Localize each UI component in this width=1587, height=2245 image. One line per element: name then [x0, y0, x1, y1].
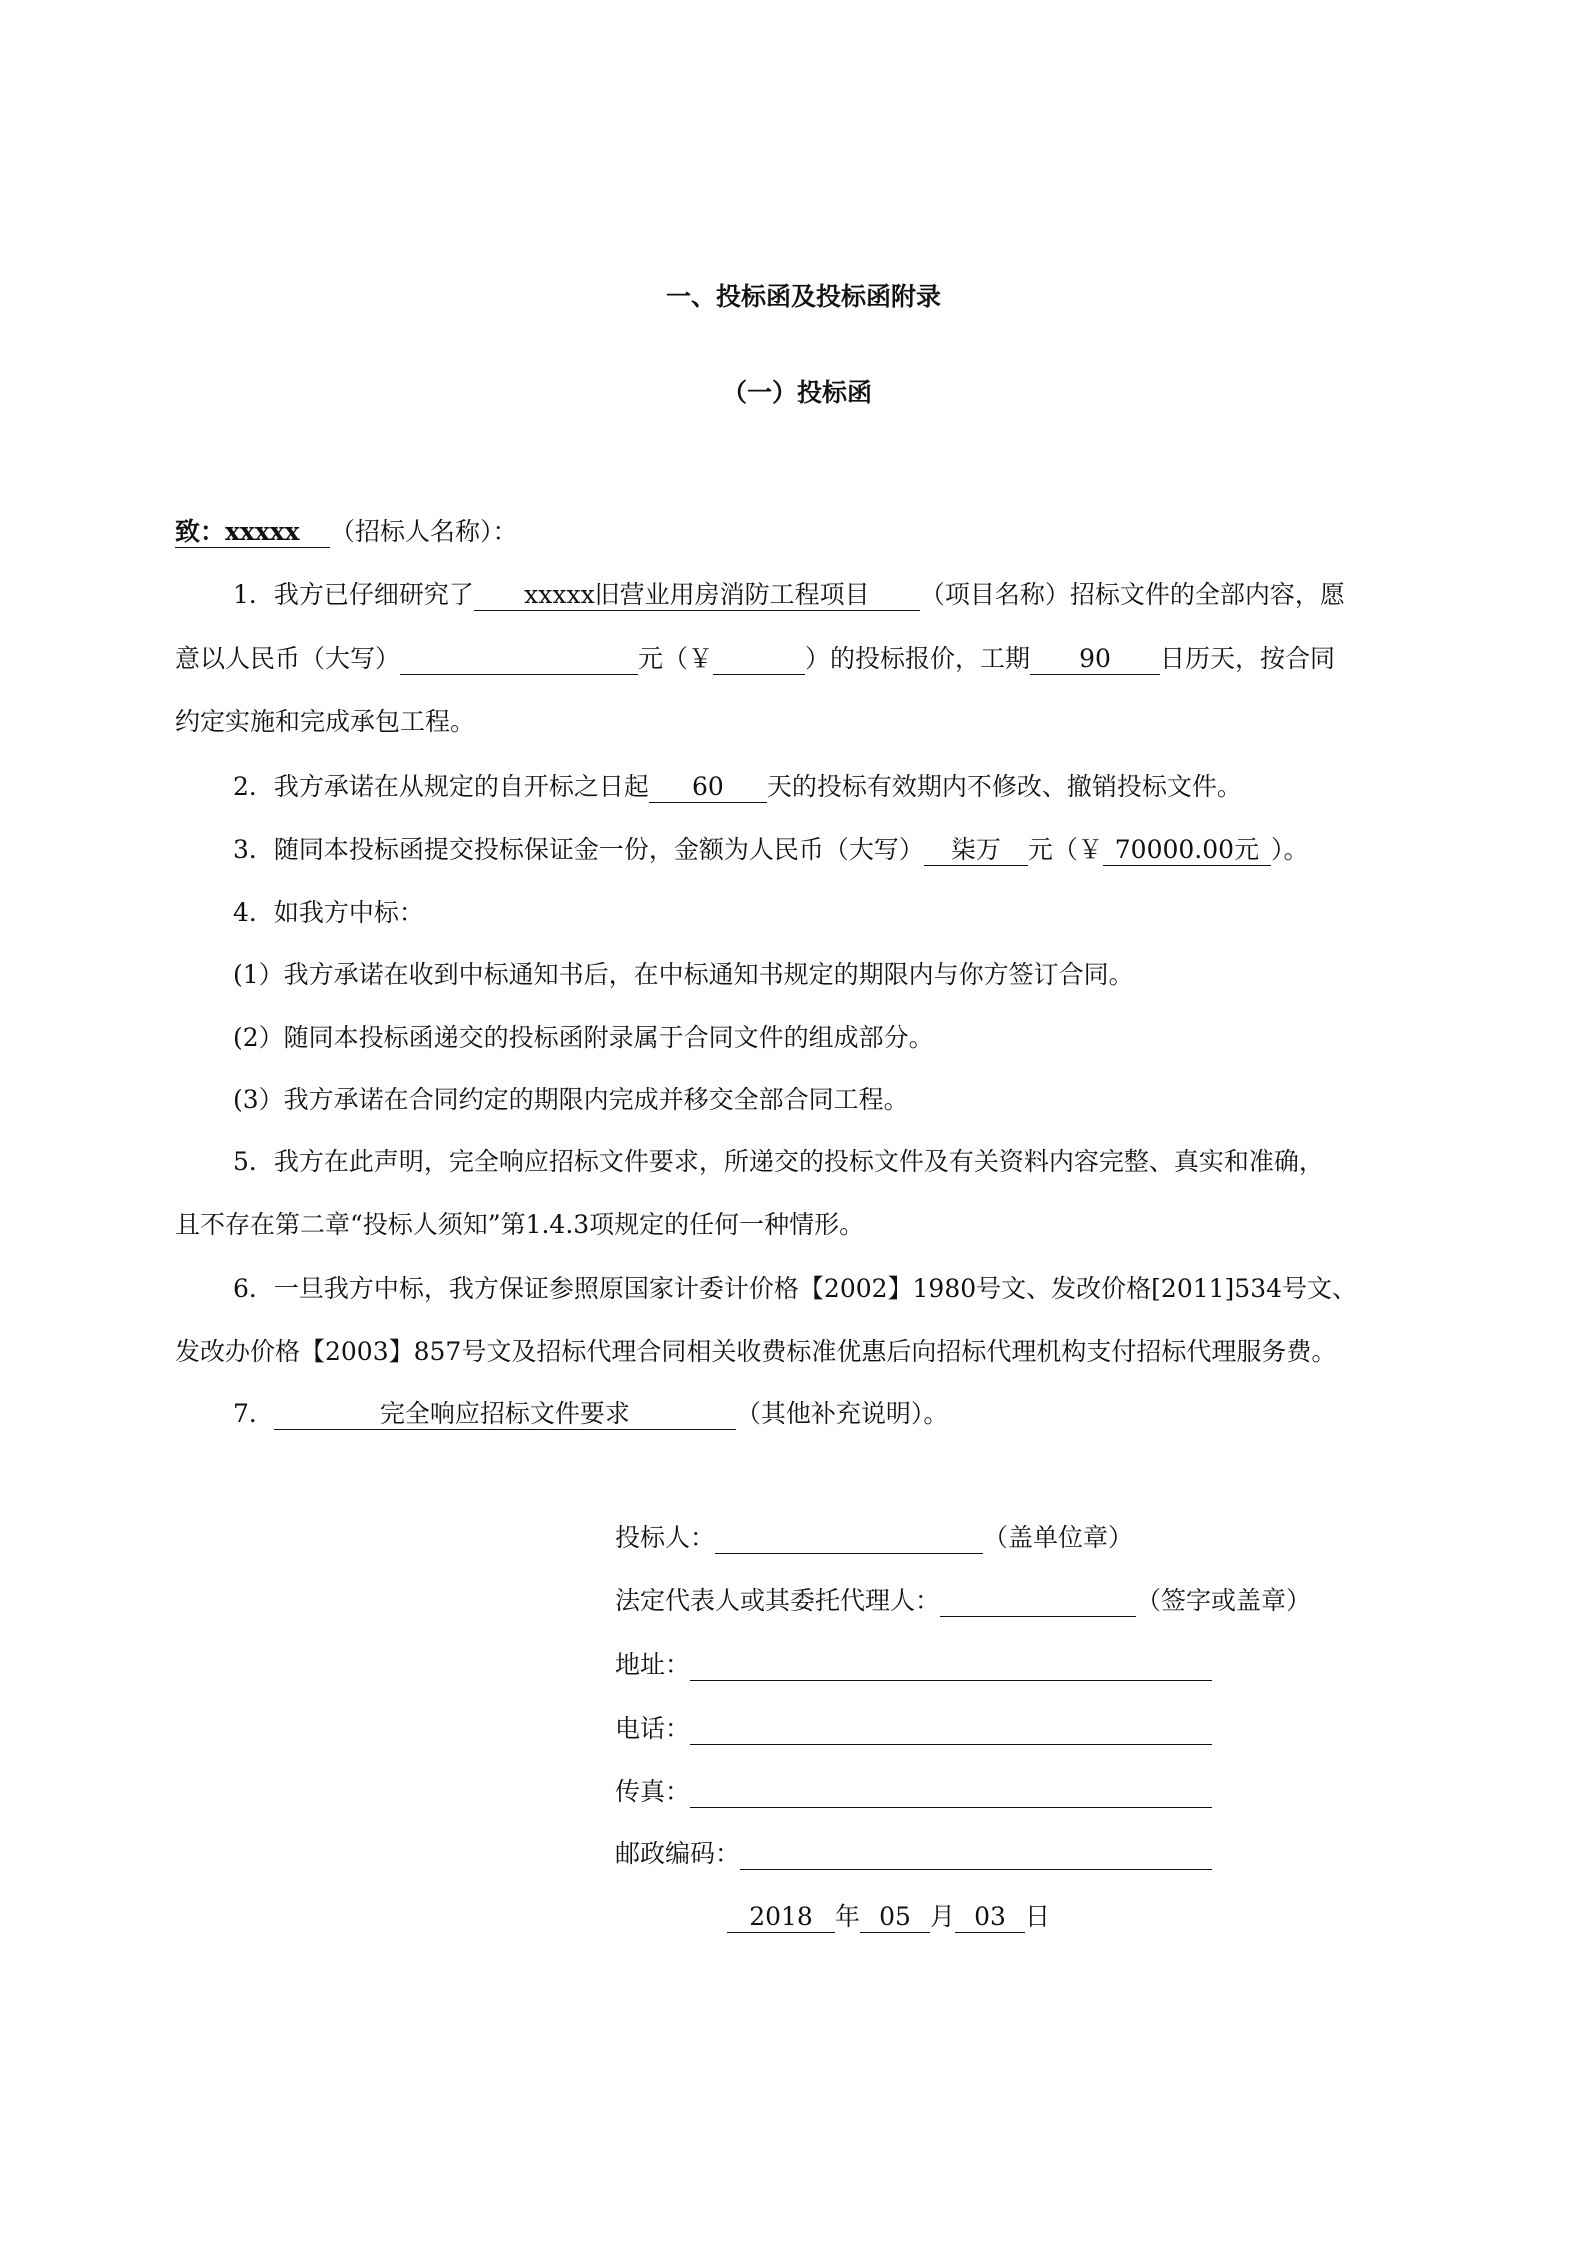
fax-line: 传真：	[615, 1775, 1212, 1809]
address-line: 地址：	[615, 1648, 1212, 1682]
addressee-note: （招标人名称）：	[330, 517, 518, 546]
phone-line: 电话：	[615, 1712, 1212, 1746]
clause-3: 3．随同本投标函提交投标保证金一份，金额为人民币（大写） 柒万 元（￥ 70000.00元 ）。	[233, 835, 1309, 864]
date-line: 2018 年 05 月 03 日	[727, 1900, 1050, 1934]
doc-subtitle: （一）投标函	[722, 378, 873, 407]
postcode-field	[740, 1839, 1212, 1870]
clause-4-1: (1）我方承诺在收到中标通知书后，在中标通知书规定的期限内与你方签订合同。	[233, 960, 1134, 989]
bidder-line: 投标人： （盖单位章）	[615, 1523, 1134, 1552]
project-name: xxxxx旧营业用房消防工程项目	[474, 580, 920, 611]
clause-2: 2．我方承诺在从规定的自开标之日起 60 天的投标有效期内不修改、撤销投标文件。	[233, 772, 1242, 801]
postcode-line: 邮政编码：	[615, 1837, 1212, 1871]
guarantee-upper: 柒万	[924, 835, 1028, 866]
clause-7: 7． 完全响应招标文件要求 （其他补充说明）。	[233, 1399, 949, 1428]
duration-days: 90	[1030, 644, 1160, 675]
addressee-line	[175, 515, 518, 549]
clause-1-line-2: 意以人民币（大写） 元（￥ ）的投标报价，工期 90 日历天，按合同	[175, 644, 1336, 673]
bid-price-upper-field	[400, 644, 638, 675]
representative-line: 法定代表人或其委托代理人： （签字或盖章）	[615, 1586, 1312, 1615]
clause-4: 4．如我方中标：	[233, 898, 424, 927]
representative-field	[940, 1586, 1136, 1617]
address-field	[690, 1650, 1212, 1681]
bid-price-amount-field	[713, 644, 805, 675]
clause-6-line-2: 发改办价格【2003】857号文及招标代理合同相关收费标准优惠后向招标代理机构支付招标代理服务费。	[175, 1337, 1337, 1366]
fax-field	[690, 1777, 1212, 1808]
guarantee-amount: 70000.00元	[1103, 835, 1271, 866]
clause-4-3: (3）我方承诺在合同约定的期限内完成并移交全部合同工程。	[233, 1085, 909, 1114]
date-year: 2018	[727, 1902, 835, 1933]
clause-1-line-1: 1．我方已仔细研究了 xxxxx旧营业用房消防工程项目 （项目名称）招标文件的全部内容，愿	[233, 580, 1345, 609]
phone-field	[690, 1714, 1212, 1745]
addressee-name: 致：xxxxx	[175, 517, 330, 548]
clause-1-line-3: 约定实施和完成承包工程。	[175, 707, 476, 736]
clause-4-2: (2）随同本投标函递交的投标函附录属于合同文件的组成部分。	[233, 1023, 934, 1052]
date-day: 03	[955, 1902, 1025, 1933]
other-notes: 完全响应招标文件要求	[274, 1399, 736, 1430]
doc-title: 一、投标函及投标函附录	[666, 282, 942, 311]
clause-5-line-2: 且不存在第二章“投标人须知”第1.4.3项规定的任何一种情形。	[175, 1210, 865, 1239]
date-month: 05	[860, 1902, 930, 1933]
clause-6-line-1: 6．一旦我方中标，我方保证参照原国家计委计价格【2002】1980号文、发改价格[2011]534号文、	[233, 1274, 1358, 1303]
validity-days: 60	[649, 772, 767, 803]
bidder-field	[715, 1523, 983, 1554]
clause-5-line-1: 5．我方在此声明，完全响应招标文件要求，所递交的投标文件及有关资料内容完整、真实和准确，	[233, 1147, 1324, 1176]
